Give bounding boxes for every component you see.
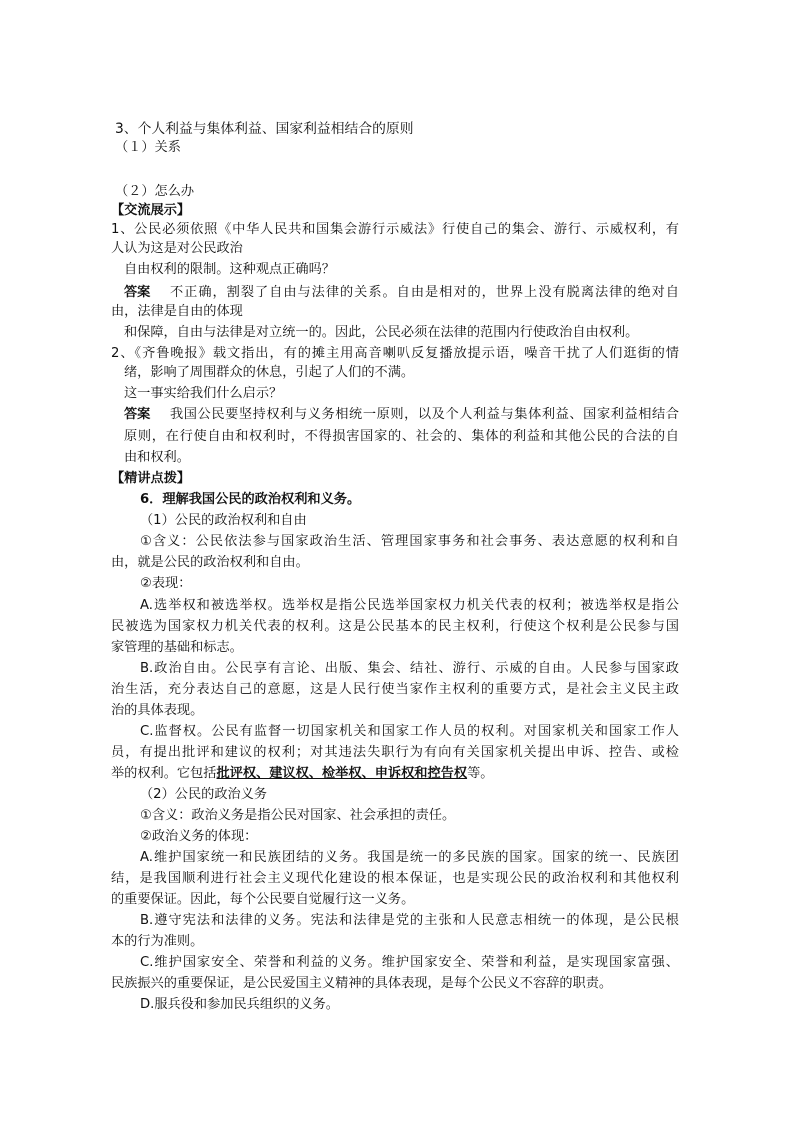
duty-c-line-1: C.维护国家安全、荣誉和利益的义务。维护国家安全、荣誉和利益，是实现国家富强、 <box>140 955 679 970</box>
answer-2-line-2: 原则，在行使自由和权利时，不得损害国家的、社会的、集体的利益和其他公民的合法的自 <box>124 429 679 444</box>
question-2-line-2: 绪，影响了周围群众的休息，引起了人们的不满。 <box>124 365 415 380</box>
question-1-line-1: 1、公民必须依照《中华人民共和国集会游行示威法》行使自己的集会、游行、示威权利，有 <box>111 222 679 237</box>
duty-a-line-3: 的重要保证。因此，每个公民要自觉履行这一义务。 <box>111 892 415 907</box>
right-c-line-3 <box>111 765 493 783</box>
answer-2-line-1: 我国公民要坚持权利与义务相统一原则，以及个人利益与集体利益、国家利益相结合 <box>170 407 679 422</box>
answer-1-line-2: 由，法律是自由的体现 <box>111 304 243 319</box>
right-c-line-2: 员，有提出批评和建议的权利；对其违法失职行为有向有关国家机关提出申诉、控告、或检 <box>111 745 679 760</box>
section-3-item-2: （２）怎么办 <box>115 184 195 199</box>
rights-title: （1）公民的政治权利和自由 <box>140 513 307 528</box>
question-2-line-1: 2、《齐鲁晚报》载文指出，有的摊主用高音喇叭反复播放提示语，噪音干扰了人们逛街的情 <box>111 346 679 361</box>
answer-1-label: 答案 <box>124 285 151 300</box>
question-1-line-2: 人认为这是对公民政治 <box>111 241 243 256</box>
right-b-line-3: 治的具体表现。 <box>111 703 204 718</box>
question-1-line-3: 自由权利的限制。这种观点正确吗？ <box>124 262 335 277</box>
duty-c-line-2: 民族振兴的重要保证，是公民爱国主义精神的具体表现，是每个公民义不容辞的职责。 <box>111 976 613 991</box>
question-2-line-3: 这一事实给我们什么启示？ <box>124 386 283 401</box>
lecture-heading: 【精讲点拨】 <box>111 471 191 486</box>
duty-b-line-2: 本的行为准则。 <box>111 934 204 949</box>
answer-2-line-3: 由和权利。 <box>124 450 190 465</box>
duty-a-line-2: 结，是我国顺利进行社会主义现代化建设的根本保证，也是实现公民的政治权利和其他权利 <box>111 871 679 886</box>
section-3-item-1: （１）关系 <box>115 140 181 155</box>
duties-definition: ①含义：政治义务是指公民对国家、社会承担的责任。 <box>140 808 456 823</box>
right-a-line-2: 民被选为国家权力机关代表的权利。这是公民基本的民主权利，行使这个权利是公民参与国 <box>111 619 679 634</box>
answer-1-line-1: 不正确，割裂了自由与法律的关系。自由是相对的，世界上没有脱离法律的绝对自 <box>170 285 679 300</box>
duty-d-line-1: D.服兵役和参加民兵组织的义务。 <box>140 997 339 1012</box>
right-a-line-1: A.选举权和被选举权。选举权是指公民选举国家权力机关代表的权利；被选举权是指公 <box>140 598 679 613</box>
section-3-title: 3、个人利益与集体利益、国家利益相结合的原则 <box>115 121 414 137</box>
rights-definition-line-2: 由，就是公民的政治权利和自由。 <box>111 555 309 570</box>
right-c-line-1: C.监督权。公民有监督一切国家机关和国家工作人员的权利。对国家机关和国家工作人 <box>140 724 679 739</box>
right-b-line-2: 治生活，充分表达自己的意愿，这是人民行使当家作主权利的重要方式，是社会主义民主政 <box>111 682 679 697</box>
point-6-title: 6．理解我国公民的政治权利和义务。 <box>140 492 361 507</box>
right-a-line-3: 家管理的基础和标志。 <box>111 640 243 655</box>
answer-2-label: 答案 <box>124 407 151 422</box>
exchange-heading: 【交流展示】 <box>111 203 191 218</box>
right-b-line-1: B.政治自由。公民享有言论、出版、集会、结社、游行、示威的自由。人民参与国家政 <box>140 661 679 676</box>
supervision-rights-emphasis: 批评权、建议权、检举权、申诉权和控告权 <box>216 766 468 781</box>
answer-1-line-3: 和保障，自由与法律是对立统一的。因此，公民必须在法律的范围内行使政治自由权利。 <box>124 325 639 340</box>
duties-forms-label: ②政治义务的体现： <box>140 829 258 844</box>
duty-b-line-1: B.遵守宪法和法律的义务。宪法和法律是党的主张和人民意志相统一的体现，是公民根 <box>140 913 679 928</box>
right-c-line-3-pre: 举的权利。它包括 <box>111 766 217 781</box>
right-c-line-3-post: 等。 <box>467 766 494 781</box>
rights-definition-line-1: ①含义：公民依法参与国家政治生活、管理国家事务和社会事务、表达意愿的权利和自 <box>140 534 679 549</box>
duty-a-line-1: A.维护国家统一和民族团结的义务。我国是统一的多民族的国家。国家的统一、民族团 <box>140 850 679 865</box>
rights-forms-label: ②表现： <box>140 576 192 591</box>
duties-title: （2）公民的政治义务 <box>140 787 268 802</box>
